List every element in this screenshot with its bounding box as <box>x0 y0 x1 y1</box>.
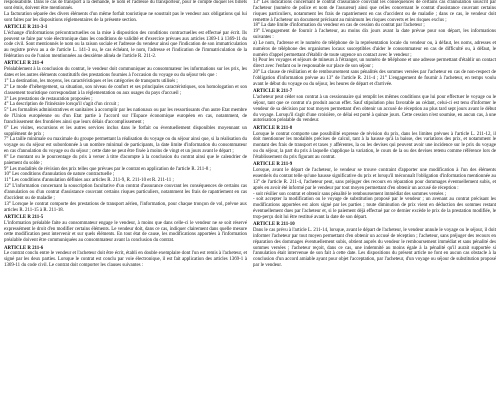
paragraph: 9° Les modalités de révision des prix telles que prévues par le contrat en application de l'article R. 211-8 ; <box>4 166 211 172</box>
article-heading: ARTICLE R 211-4 <box>4 61 44 67</box>
paragraph: 19° L'engagement de fournir à l'acheteur, au moins dix jours avant la date prévue pour son départ, les informations suivantes : <box>253 29 496 41</box>
paragraph: L'échange d'informations précontractuelles ou la mise à disposition des conditions contractuelles est effectué par écrit. Ils peuvent se faire par voie électronique dans les conditions de validité et d'exercice prévues aux articles 1369-1 à 1369-11 du code civil. Sont mentionnés le nom ou la raison sociale et l'adresse du vendeur ainsi que l'indication de son immatriculation au registre prévu au a de l'article L. 141-3 ou, le cas échéant, le nom, l'adresse et l'indication de l'immatriculation de la fédération ou de l'union mentionnées au deuxième alinéa de l'article R. 211-2. <box>4 30 247 60</box>
paragraph: Dans le cas prévu à l'article L. 211-14, lorsque, avant le départ de l'acheteur, le vendeur annule le voyage ou le séjour, il doit informer l'acheteur par tout moyen permettant d'en obtenir un accusé de réception ; l'acheteur, sans préjuger des recours en réparation des dommages éventuellement subis, obtient auprès du vendeur le remboursement immédiat et sans pénalité des sommes versées ; l'acheteur reçoit, dans ce cas, une indemnité au moins égale à la pénalité qu'il aurait supportée si l'annulation était intervenue de son fait à cette date. Les dispositions du présent article ne font en aucun cas obstacle à la conclusion d'un accord amiable ayant pour objet l'acceptation, par l'acheteur, d'un voyage ou séjour de substitution proposé par le vendeur. <box>253 228 496 269</box>
paragraph: Lorsque, avant le départ de l'acheteur, le vendeur se trouve contraint d'apporter une modification à l'un des éléments essentiels du contrat telle qu'une hausse significative du prix et lorsqu'il méconnaît l'obligation d'information mentionnée au 13° de l'article R. 211-4, l'acheteur peut, sans préjuger des recours en réparation pour dommages éventuellement subis, et après en avoir été informé par le vendeur par tout moyen permettant d'en obtenir un accusé de réception : <box>253 168 496 191</box>
article-heading: ARTICLE R 211-10 <box>253 222 295 228</box>
paragraph: 3° Les prestations de restauration proposées ; <box>4 96 93 102</box>
article-heading: ARTICLE R 211-6 <box>4 245 44 251</box>
paragraph: a) Le nom, l'adresse et le numéro de téléphone de la représentation locale du vendeur ou, à défaut, les noms, adresses et numéros de téléphone des organismes locaux susceptibles d'aider le consommateur en cas de difficulté ou, à défaut, le numéro d'appel permettant d'établir de toute urgence un contact avec le vendeur ; <box>253 40 496 58</box>
paragraph: L'acheteur peut céder son contrat à un cessionnaire qui remplit les mêmes conditions que lui pour effectuer le voyage ou le séjour, tant que ce contrat n'a produit aucun effet. Sauf stipulation plus favorable au cédant, celui-ci est tenu d'informer le vendeur de sa décision par tout moyen permettant d'en obtenir un accusé de réception au plus tard sept jours avant le début du voyage. Lorsqu'il s'agit d'une croisière, ce délai est porté à quinze jours. Cette cession n'est soumise, en aucun cas, à une autorisation préalable du vendeur. <box>253 95 496 124</box>
paragraph: 11° Les conditions d'annulation définies aux articles R. 211-9, R. 211-10 et R. 211-11 ; <box>4 178 174 184</box>
paragraph: 12° L'information concernant la souscription facultative d'un contrat d'assurance couvrant les conséquences de certains cas d'annulation ou d'un contrat d'assistance couvrant certains risques particuliers, notamment les frais de rapatriement en cas d'accident ou de maladie ; <box>4 184 247 201</box>
paragraph: - soit accepter la modification ou le voyage de substitution proposé par le vendeur ; un avenant au contrat précisant les modifications apportées est alors signé par les parties ; toute diminution de prix vient en déduction des sommes restant éventuellement dues par l'acheteur et, si le paiement déjà effectué par ce dernier excède le prix de la prestation modifiée, le trop-perçu doit lui être restitué avant la date de son départ. <box>253 197 496 220</box>
paragraph: 5° Les formalités administratives et sanitaires à accomplir par les nationaux ou par les ressortissants d'un autre Etat membre de l'Union européenne ou d'un Etat partie à l'accord sur l'Espace économique européen en cas, notamment, de franchissement des frontières ainsi que leurs délais d'accomplissement ; <box>4 108 247 125</box>
paragraph: 20° La clause de résiliation et de remboursement sans pénalités des sommes versées par l'acheteur en cas de non-respect de l'obligation d'information prévue au 13° de l'article R. 211-4 ; 21° L'engagement de fournir à l'acheteur, en temps voulu avant le début du voyage ou du séjour, les heures de départ et d'arrivée. <box>253 70 496 87</box>
paragraph: Préalablement à la conclusion du contrat, le vendeur doit communiquer au consommateur les informations sur les prix, les dates et les autres éléments constitutifs des prestations fournies à l'occasion du voyage ou du séjour tels que : <box>4 67 247 79</box>
paragraph: Lorsque le contrat comporte une possibilité expresse de révision du prix, dans les limites prévues à l'article L. 211-12, il doit mentionner les modalités précises de calcul, tant à la hausse qu'à la baisse, des variations des prix, et notamment le montant des frais de transport et taxes y afférentes, la ou les devises qui peuvent avoir une incidence sur le prix du voyage ou du séjour, la part du prix à laquelle s'applique la variation, le cours de la ou des devises retenu comme référence lors de l'établissement du prix figurant au contrat. <box>253 131 496 160</box>
paragraph: 1° La destination, les moyens, les caractéristiques et les catégories de transports utilisés ; <box>4 78 178 84</box>
paragraph: 2° Le mode d'hébergement, sa situation, son niveau de confort et ses principales caractéristiques, son homologation et son classement touristique correspondant à la réglementation ou aux usages du pays d'accueil ; <box>4 84 247 96</box>
paragraph: b) Pour les voyages et séjours de mineurs à l'étranger, un numéro de téléphone et une adresse permettant d'établir un contact direct avec l'enfant ou le responsable sur place de son séjour ; <box>253 58 496 70</box>
paragraph: 18° La date limite d'information du vendeur en cas de cession du contrat par l'acheteur ; <box>253 23 425 29</box>
paragraph: responsabilité. Dans le cas de transport à la demande, le nom et l'adresse du transporteur, pour le compte duquel les billets sont émis, doivent être mentionnés. <box>4 0 247 11</box>
article-heading: ARTICLE R 211-8 <box>253 125 293 131</box>
paragraph: 8° Le montant ou le pourcentage du prix à verser à titre d'acompte à la conclusion du contrat ainsi que le calendrier de paiement du solde ; <box>4 154 247 166</box>
article-heading: ARTICLE R 211-5 <box>4 214 44 220</box>
article-heading: ARTICLE R 211-3-1 <box>4 24 48 30</box>
paragraph: 6° Les visites, excursions et les autres services inclus dans le forfait ou éventuellement disponibles moyennant un supplément de prix ; <box>4 125 247 137</box>
paragraph: 13° Lorsque le contrat comporte des prestations de transport aérien, l'information, pour chaque tronçon de vol, prévue aux articles R. 211-15 à R. 211-18. <box>4 201 247 213</box>
paragraph: L'information préalable faite au consommateur engage le vendeur, à moins que dans celle-ci le vendeur ne se soit réservé expressément le droit d'en modifier certains éléments. Le vendeur doit, dans ce cas, indiquer clairement dans quelle mesure cette modification peut intervenir et sur quels éléments. En tout état de cause, les modifications apportées à l'information préalable doivent être communiquées au consommateur avant la conclusion du contrat. <box>4 220 247 244</box>
paragraph: La facturation séparée des divers éléments d'un même forfait touristique ne soustrait pas le vendeur aux obligations qui lui sont faites par les dispositions réglementaires de la présente section. <box>4 11 247 23</box>
paragraph: Le contrat conclu entre le vendeur et l'acheteur doit être écrit, établi en double exemplaire dont l'un est remis à l'acheteur, et signé par les deux parties. Lorsque le contrat est conclu par voie électronique, il est fait application des articles 1369-1 à 1369-11 du code civil. Le contrat doit comporter les clauses suivantes : <box>4 251 247 269</box>
paragraph: 7° La taille minimale ou maximale du groupe permettant la réalisation du voyage ou du séjour ainsi que, si la réalisation du voyage ou du séjour est subordonnée à un nombre minimal de participants, la date limite d'information du consommateur en cas d'annulation du voyage ou du séjour ; cette date ne peut être fixée à moins de vingt et un jours avant le départ ; <box>4 137 247 155</box>
paragraph: 10° Les conditions d'annulation de nature contractuelle ; <box>4 172 115 178</box>
paragraph: 4° La description de l'itinéraire lorsqu'il s'agit d'un circuit ; <box>4 102 119 108</box>
left-column <box>4 0 247 400</box>
article-heading: ARTICLE R 211-9 <box>253 162 293 168</box>
article-heading: ARTICLE R 211-7 <box>253 89 293 95</box>
paragraph: 13° Les indications concernant le contrat d'assurance couvrant les conséquences de certains cas d'annulation souscrit par l'acheteur (numéro de police et nom de l'assureur) ainsi que celles concernant le contrat d'assistance couvrant certains risques particuliers, notamment les frais de rapatriement en cas d'accident ou de maladie ; dans ce cas, le vendeur doit remettre à l'acheteur un document précisant au minimum les risques couverts et les risques exclus ; <box>253 0 496 23</box>
right-column <box>253 0 496 400</box>
paragraph: - soit résilier son contrat et obtenir sans pénalité le remboursement immédiat des sommes versées ; <box>253 191 446 197</box>
